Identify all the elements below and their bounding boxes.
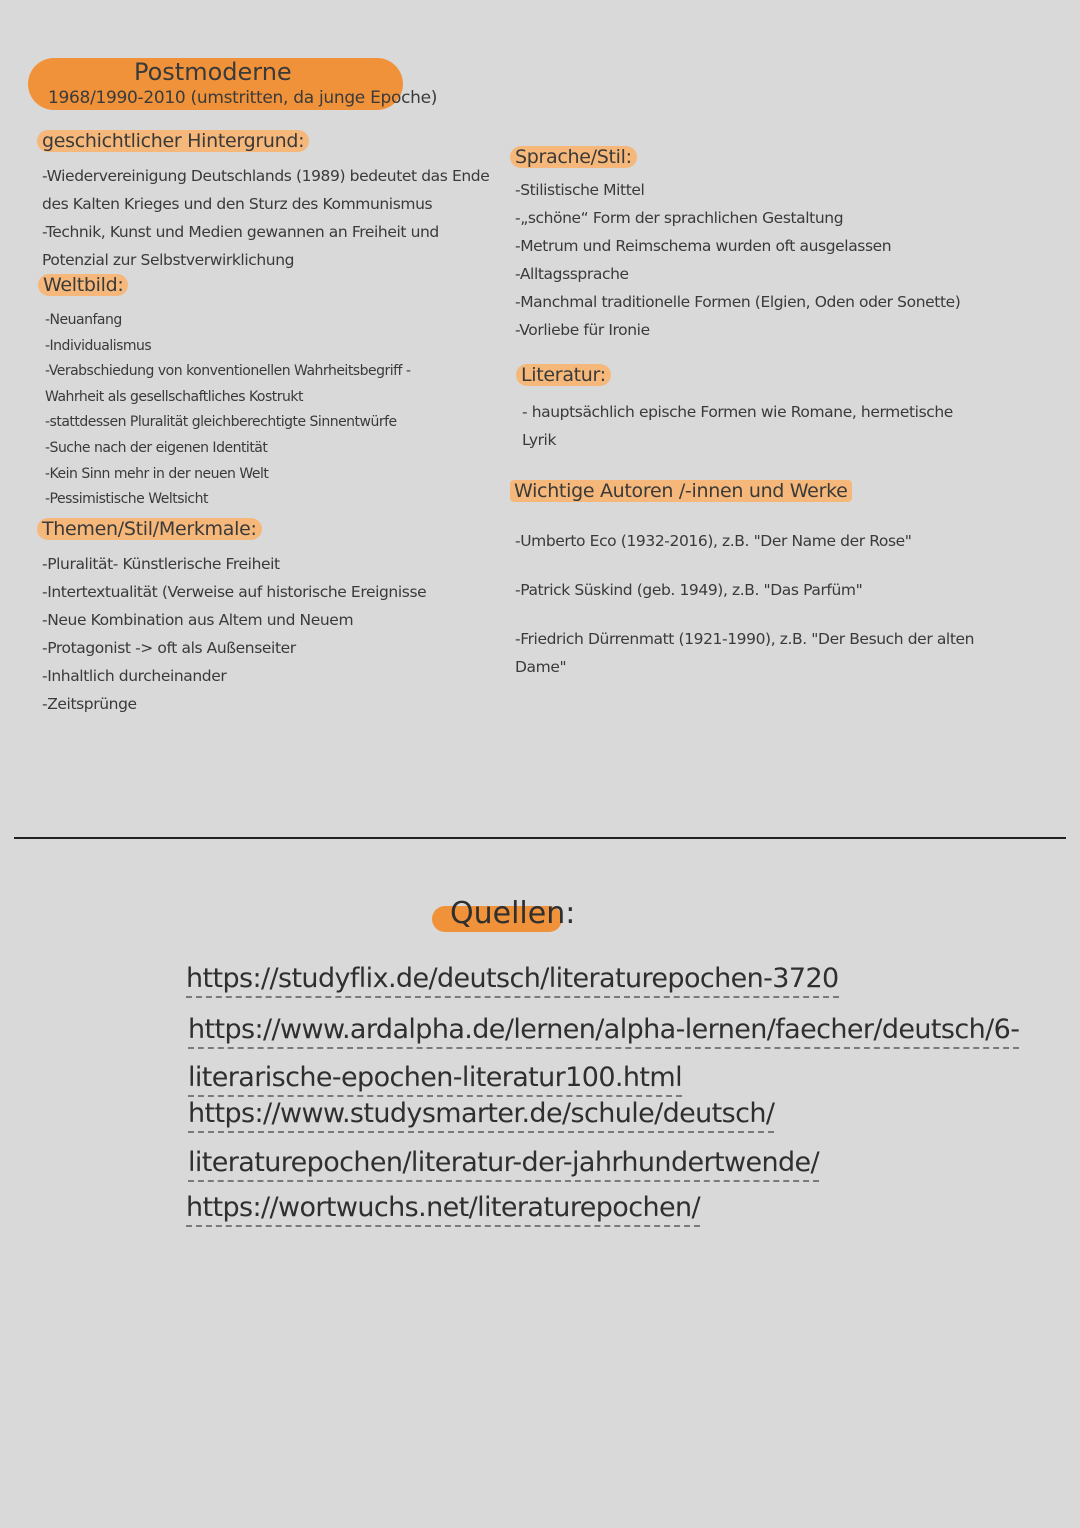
author-item: -Friedrich Dürrenmatt (1921-1990), z.B. "Der Besuch der alten: [515, 630, 975, 648]
text-line: -Pluralität- Künstlerische Freiheit: [42, 555, 280, 573]
author-item: -Umberto Eco (1932-2016), z.B. "Der Name der Rose": [515, 532, 912, 550]
text-line: -Stilistische Mittel: [515, 181, 645, 199]
text-line: -Pessimistische Weltsicht: [45, 491, 208, 508]
language-heading-text: Sprache/Stil:: [510, 146, 637, 168]
authors-heading-text: Wichtige Autoren /-innen und Werke: [510, 480, 852, 502]
text-line: -Protagonist -> oft als Außenseiter: [42, 639, 296, 657]
text-line: -Neuanfang: [45, 312, 122, 328]
source-link[interactable]: literaturepochen/literatur-der-jahrhundertwende/: [188, 1146, 819, 1182]
text-line: -Verabschiedung von konventionellen Wahrheitsbegriff -: [45, 363, 411, 380]
text-line: -Neue Kombination aus Altem und Neuem: [42, 611, 354, 629]
literature-heading: [516, 364, 611, 386]
text-line: -Wiedervereinigung Deutschlands (1989) bedeutet das Ende: [42, 167, 490, 185]
text-line: Potenzial zur Selbstverwirklichung: [42, 251, 295, 269]
themes-text: [42, 550, 426, 718]
text-line: des Kalten Krieges und den Sturz des Kommunismus: [42, 195, 433, 213]
text-line: -Inhaltlich durcheinander: [42, 667, 227, 685]
text-line: -Individualismus: [45, 337, 152, 354]
authors-text: [515, 527, 912, 555]
author-item: -Patrick Süskind (geb. 1949), z.B. "Das Parfüm": [515, 581, 863, 599]
themes-heading-text: Themen/Stil/Merkmale:: [37, 518, 262, 540]
worldview-text: [45, 308, 411, 513]
text-line: -Vorliebe für Ironie: [515, 321, 650, 339]
text-line: -stattdessen Pluralität gleichberechtigte Sinnentwürfe: [45, 414, 397, 431]
history-text: [42, 162, 489, 274]
worldview-heading-text: Weltbild:: [38, 274, 128, 296]
text-line: Wahrheit als gesellschaftliches Kostrukt: [45, 388, 304, 405]
sources-heading: Quellen:: [450, 896, 576, 931]
text-line: -Alltagssprache: [515, 265, 629, 283]
source-link[interactable]: https://www.ardalpha.de/lernen/alpha-lernen/faecher/deutsch/6-: [188, 1013, 1019, 1049]
text-line: -Metrum und Reimschema wurden oft ausgelassen: [515, 237, 892, 255]
text-line: -Zeitsprünge: [42, 695, 137, 713]
authors-heading: [510, 480, 852, 502]
text-line: -Manchmal traditionelle Formen (Elgien, Oden oder Sonette): [515, 293, 961, 311]
text-line: -Intertextualität (Verweise auf historische Ereignisse: [42, 583, 427, 601]
source-link[interactable]: https://studyflix.de/deutsch/literaturepochen-3720: [186, 962, 839, 998]
author-item: Dame": [515, 658, 567, 676]
text-line: -„schöne“ Form der sprachlichen Gestaltung: [515, 209, 844, 227]
literature-heading-text: Literatur:: [516, 364, 611, 386]
source-link[interactable]: literarische-epochen-literatur100.html: [188, 1061, 682, 1097]
history-heading-text: geschichtlicher Hintergrund:: [37, 130, 309, 152]
language-text: [515, 176, 960, 344]
text-line: -Technik, Kunst und Medien gewannen an Freiheit und: [42, 223, 439, 241]
text-line: Lyrik: [522, 431, 557, 449]
section-divider: [14, 837, 1066, 839]
text-line: -Kein Sinn mehr in der neuen Welt: [45, 465, 269, 482]
source-link[interactable]: https://wortwuchs.net/literaturepochen/: [186, 1191, 700, 1227]
language-heading: [510, 146, 637, 168]
authors-text-2: [515, 576, 862, 604]
history-heading: [37, 130, 309, 152]
literature-text: [522, 398, 953, 454]
page-title: Postmoderne: [134, 58, 292, 86]
worldview-heading: [38, 274, 128, 296]
text-line: - hauptsächlich epische Formen wie Romane, hermetische: [522, 403, 953, 421]
page-subtitle: 1968/1990-2010 (umstritten, da junge Epoche): [48, 88, 438, 108]
themes-heading: [37, 518, 262, 540]
text-line: -Suche nach der eigenen Identität: [45, 439, 268, 456]
authors-text-3: [515, 625, 974, 681]
source-link[interactable]: https://www.studysmarter.de/schule/deutsch/: [188, 1097, 774, 1133]
